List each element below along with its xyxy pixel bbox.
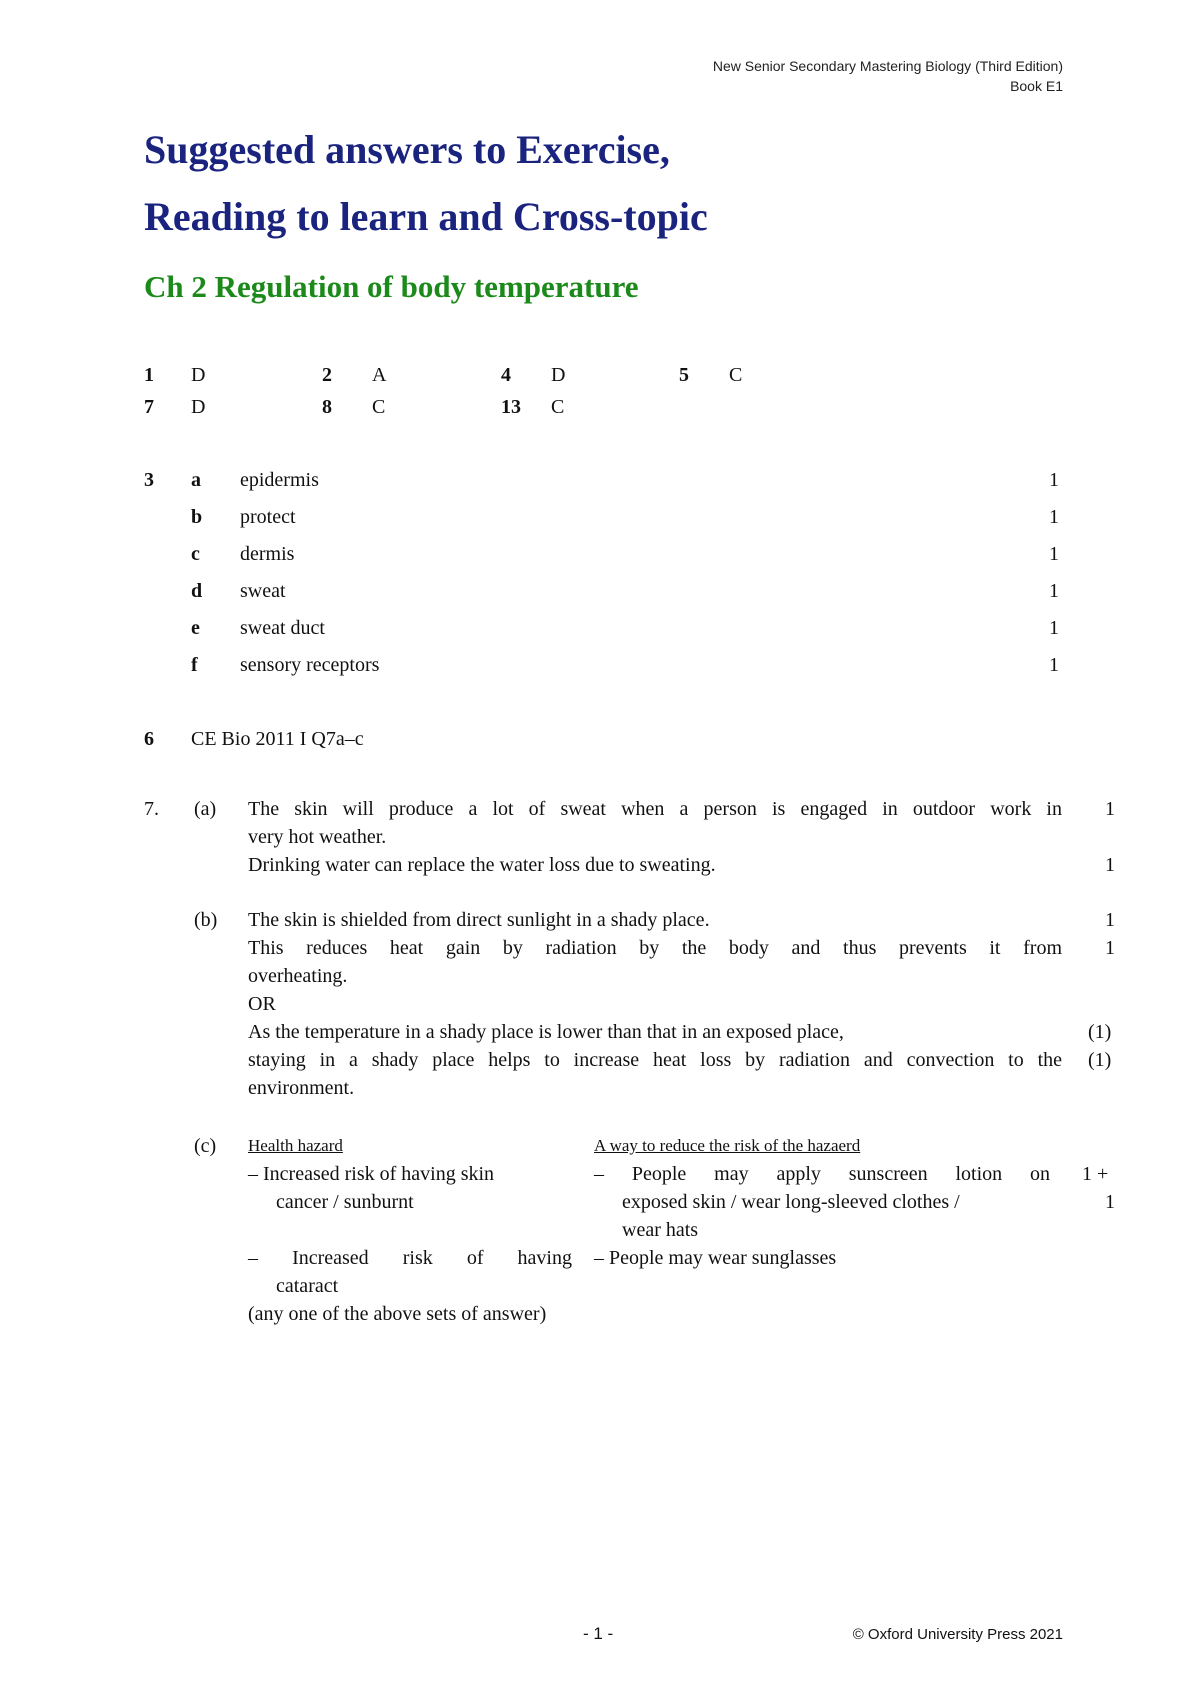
mcq-number: 4 bbox=[501, 364, 511, 386]
part-letter: c bbox=[191, 543, 200, 565]
mark: 1 bbox=[1105, 909, 1115, 931]
part-letter: e bbox=[191, 617, 200, 639]
part-answer: protect bbox=[240, 506, 296, 528]
part-letter: b bbox=[191, 506, 203, 528]
book-volume: Book E1 bbox=[1010, 78, 1063, 94]
part-answer: dermis bbox=[240, 543, 295, 565]
mark: 1 bbox=[1105, 937, 1115, 959]
answer-line: Drinking water can replace the water loss due to sweating. bbox=[248, 854, 716, 876]
question-reference: CE Bio 2011 I Q7a–c bbox=[191, 728, 364, 750]
copyright: © Oxford University Press 2021 bbox=[852, 1626, 1063, 1643]
reduction-line: wear hats bbox=[622, 1219, 699, 1241]
mark: 1 bbox=[1049, 654, 1059, 676]
hazard-line: cataract bbox=[276, 1275, 339, 1297]
answer-line: This reduces heat gain by radiation by the body and thus prevents it from bbox=[248, 937, 1062, 959]
mcq-number: 1 bbox=[144, 364, 154, 386]
question-number: 6 bbox=[144, 728, 154, 750]
mark: 1 bbox=[1105, 1191, 1115, 1213]
part-label: (c) bbox=[194, 1135, 217, 1157]
mcq-number: 2 bbox=[322, 364, 332, 386]
table-header-risk-reduction: A way to reduce the risk of the hazaerd bbox=[594, 1136, 861, 1155]
answer-line: staying in a shady place helps to increase heat loss by radiation and convection to the bbox=[248, 1049, 1062, 1071]
page-number: - 1 - bbox=[583, 1624, 614, 1643]
mark: 1 + bbox=[1082, 1163, 1109, 1185]
part-answer: epidermis bbox=[240, 469, 319, 491]
mcq-number: 8 bbox=[322, 396, 332, 418]
reduction-line: – People may apply sunscreen lotion on bbox=[594, 1163, 1050, 1185]
mcq-answer: C bbox=[372, 396, 386, 418]
mark: 1 bbox=[1049, 506, 1059, 528]
page-title-line-2: Reading to learn and Cross-topic bbox=[144, 194, 708, 239]
mark: 1 bbox=[1049, 543, 1059, 565]
part-label: (a) bbox=[194, 798, 217, 820]
mark: 1 bbox=[1049, 580, 1059, 602]
mark: 1 bbox=[1049, 617, 1059, 639]
part-letter: a bbox=[191, 469, 201, 491]
answer-line: overheating. bbox=[248, 965, 348, 987]
answer-line: As the temperature in a shady place is lower than that in an exposed place, bbox=[248, 1021, 844, 1043]
part-answer: sensory receptors bbox=[240, 654, 380, 676]
chapter-title: Ch 2 Regulation of body temperature bbox=[144, 269, 639, 304]
mcq-number: 13 bbox=[501, 396, 521, 418]
mark: (1) bbox=[1088, 1021, 1112, 1043]
hazard-line: – Increased risk of having bbox=[248, 1247, 572, 1269]
mcq-answer: C bbox=[729, 364, 743, 386]
part-label: (b) bbox=[194, 909, 218, 931]
answer-line: very hot weather. bbox=[248, 826, 387, 848]
mcq-number: 5 bbox=[679, 364, 689, 386]
reduction-line: – People may wear sunglasses bbox=[594, 1247, 837, 1269]
mark: 1 bbox=[1105, 798, 1115, 820]
answer-line: environment. bbox=[248, 1077, 355, 1099]
mcq-answer: D bbox=[191, 396, 206, 418]
mark: (1) bbox=[1088, 1049, 1112, 1071]
mark: 1 bbox=[1105, 854, 1115, 876]
answer-line: The skin is shielded from direct sunlight in a shady place. bbox=[248, 909, 710, 931]
question-number: 3 bbox=[144, 469, 154, 491]
answer-note: (any one of the above sets of answer) bbox=[248, 1303, 547, 1325]
mcq-answer: D bbox=[191, 364, 206, 386]
mcq-answer: A bbox=[372, 364, 387, 386]
page-title-line-1: Suggested answers to Exercise, bbox=[144, 127, 670, 172]
part-answer: sweat bbox=[240, 580, 286, 602]
hazard-line: – Increased risk of having skin bbox=[248, 1163, 495, 1185]
part-answer: sweat duct bbox=[240, 617, 325, 639]
reduction-line: exposed skin / wear long-sleeved clothes / bbox=[622, 1191, 960, 1213]
running-header bbox=[713, 56, 1063, 96]
part-letter: d bbox=[191, 580, 203, 602]
hazard-line: cancer / sunburnt bbox=[276, 1191, 414, 1213]
mark: 1 bbox=[1049, 469, 1059, 491]
mcq-number: 7 bbox=[144, 396, 154, 418]
answer-line: The skin will produce a lot of sweat when a person is engaged in outdoor work in bbox=[248, 798, 1062, 820]
mcq-answer: C bbox=[551, 396, 565, 418]
mcq-answer: D bbox=[551, 364, 566, 386]
answer-line: OR bbox=[248, 993, 276, 1015]
book-title: New Senior Secondary Mastering Biology (Third Edition) bbox=[712, 58, 1063, 74]
question-number: 7. bbox=[144, 798, 159, 820]
part-letter: f bbox=[191, 654, 198, 676]
table-header-health-hazard: Health hazard bbox=[248, 1136, 343, 1155]
